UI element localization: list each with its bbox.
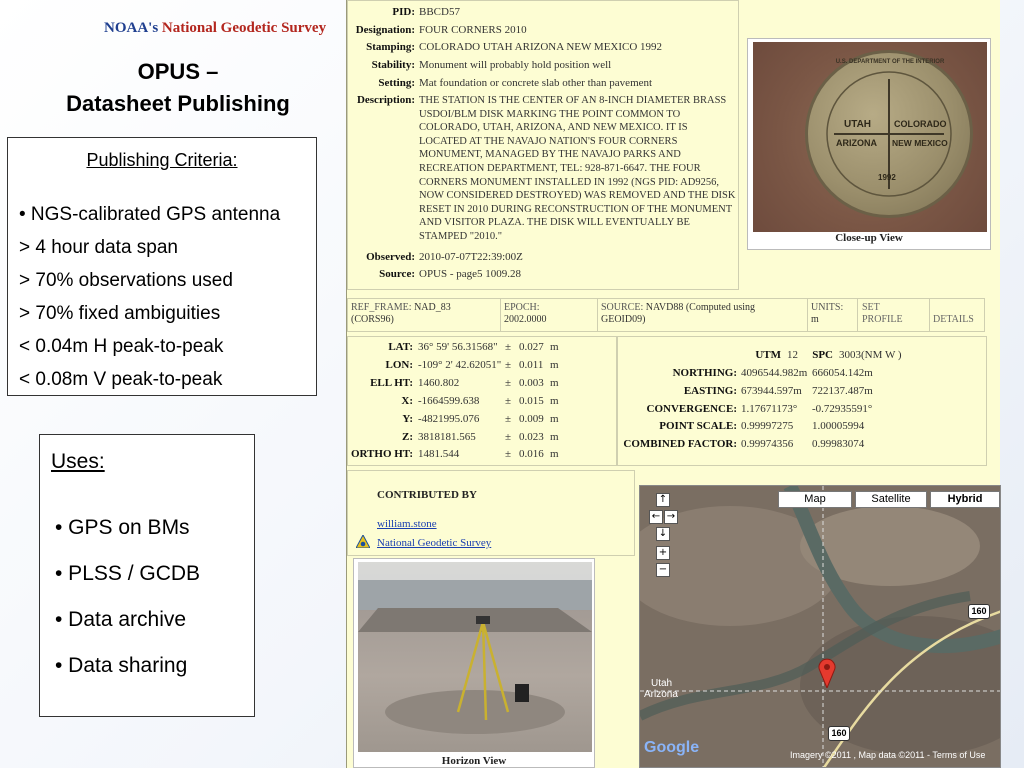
coord-pm: ± <box>505 359 512 371</box>
disk-label-colorado: COLORADO <box>894 119 947 129</box>
utm-zone: 12 <box>787 349 798 361</box>
coord-value-z: 3818181.565 <box>418 431 476 443</box>
uses-item: • Data archive <box>55 608 187 631</box>
coord-pm: ± <box>505 341 512 353</box>
slide-title-line2: Datasheet Publishing <box>66 91 290 116</box>
coord-label-ell-ht: ELL HT: <box>370 377 413 389</box>
map-attribution[interactable]: Imagery ©2011 , Map data ©2011 - Terms of Use <box>790 750 986 760</box>
set-profile-line1: SET <box>862 302 880 313</box>
ref-frame-cell <box>351 302 451 326</box>
set-profile-line2: PROFILE <box>862 314 903 325</box>
coord-pm: ± <box>505 413 512 425</box>
pid-value: BBCD57 <box>419 6 460 18</box>
coord-error-lon: 0.011 <box>519 359 544 371</box>
logo-prefix: NOAA's <box>104 20 159 36</box>
pan-down-icon[interactable]: ↓ <box>656 527 670 541</box>
zoom-in-icon[interactable]: + <box>656 546 670 560</box>
gps-receiver <box>515 684 529 702</box>
description-label: Description: <box>356 94 415 106</box>
disk-label-new-mexico: NEW MEXICO <box>892 138 948 148</box>
header-divider <box>597 298 598 332</box>
epoch-label: EPOCH: <box>504 302 540 313</box>
utm-label: UTM <box>755 349 781 361</box>
publishing-criteria-box <box>7 137 317 396</box>
criteria-list <box>19 198 280 396</box>
coord-value-lon: -109° 2' 42.62051" <box>418 359 502 371</box>
combined-factor-spc: 0.99983074 <box>812 438 865 450</box>
pan-up-icon[interactable]: ↑ <box>656 493 670 507</box>
coord-label-lat: LAT: <box>388 341 413 353</box>
vertical-source-cell <box>601 302 755 326</box>
details-link[interactable]: DETAILS <box>933 314 974 325</box>
coord-value-x: -1664599.638 <box>418 395 480 407</box>
road-shield-160: 160 <box>828 726 850 741</box>
coord-error-y: 0.009 <box>519 413 544 425</box>
noaa-logo <box>104 20 326 37</box>
location-marker-icon[interactable] <box>818 658 836 688</box>
coord-pm: ± <box>505 377 512 389</box>
closeup-caption: Close-up View <box>835 232 903 244</box>
coord-error-x: 0.015 <box>519 395 544 407</box>
spc-label: SPC <box>812 349 833 361</box>
coord-pm: ± <box>505 431 512 443</box>
horizon-scene <box>358 562 592 752</box>
plaza-ring <box>385 690 565 734</box>
easting-label: EASTING: <box>683 385 737 397</box>
easting-spc: 722137.487m <box>812 385 873 397</box>
header-divider <box>857 298 858 332</box>
gps-antenna <box>476 616 490 624</box>
disk-label-year: 1992 <box>878 173 896 182</box>
coord-unit: m <box>550 413 559 425</box>
satellite-map[interactable] <box>639 485 1001 768</box>
stability-value: Monument will probably hold position well <box>419 59 612 71</box>
criteria-item: > 70% observations used <box>19 270 233 291</box>
criteria-heading: Publishing Criteria: <box>86 150 238 170</box>
plaza-wall <box>358 608 592 632</box>
distant-hills <box>358 580 592 610</box>
datasheet-panel <box>346 0 1000 768</box>
units-cell[interactable] <box>811 302 843 326</box>
designation-label: Designation: <box>355 24 415 36</box>
coord-value-y: -4821995.076 <box>418 413 480 425</box>
header-divider <box>929 298 930 332</box>
uses-box <box>39 434 255 717</box>
coord-value-lat: 36° 59' 56.31568" <box>418 341 498 353</box>
coord-unit: m <box>550 448 559 460</box>
coord-error-z: 0.023 <box>519 431 544 443</box>
point-scale-utm: 0.99997275 <box>741 420 794 432</box>
criteria-item: > 4 hour data span <box>19 237 178 258</box>
northing-spc: 666054.142m <box>812 367 873 379</box>
uses-item: • Data sharing <box>55 654 188 677</box>
uses-item: • GPS on BMs <box>55 516 190 539</box>
source-value: OPUS - page5 1009.28 <box>419 268 522 280</box>
uses-heading: Uses: <box>51 450 105 473</box>
observed-label: Observed: <box>366 251 415 263</box>
vertical-source-label: SOURCE: <box>601 302 644 313</box>
coord-error-ell-ht: 0.003 <box>519 377 544 389</box>
stamping-label: Stamping: <box>366 41 415 53</box>
units-label: UNITS: <box>811 302 844 313</box>
point-scale-label: POINT SCALE: <box>659 420 737 432</box>
uses-list <box>55 505 200 689</box>
description-value: THE STATION IS THE CENTER OF AN 8-INCH DIAMETER BRASS USDOI/BLM DISK MARKING THE POINT COMMON TO COLORADO, UTAH, ARIZONA, AND NEW MEXICO. IT IS LOCATED AT THE NAVAJO NATION'S FOUR CORNERS MONUMENT, MANAGED BY THE NAVAJO PARKS AND RECREATION DEPARTMENT, TEL: 928-871-6647. THE FOUR CORNERS MONUMENT INSTALLED IN 1992 (NGS PID: AD9256, NOW CONSIDERED DESTROYED) WAS REMOVED AND THE DISK RESET IN 2010 DURING RECONSTRUCTION OF THE MONUMENT AND VISITOR PLAZA. THE DISK WILL EVENTUALLY BE STAMPED "2010." <box>419 95 736 242</box>
slide-title <box>20 56 336 120</box>
coord-label-y: Y: <box>402 413 413 425</box>
logo-name: National Geodetic Survey <box>161 20 327 36</box>
map-type-satellite-button[interactable]: Satellite <box>855 491 927 508</box>
horizon-photo-frame <box>353 558 595 768</box>
northing-utm: 4096544.982m <box>741 367 808 379</box>
criteria-item: < 0.04m H peak-to-peak <box>19 336 224 357</box>
easting-utm: 673944.597m <box>741 385 802 397</box>
map-type-map-button[interactable]: Map <box>778 491 852 508</box>
survey-disk <box>805 50 973 218</box>
spc-zone: 3003(NM W ) <box>839 349 902 361</box>
contributor-link[interactable]: william.stone <box>377 518 437 530</box>
ref-frame-value: NAD_83 <box>414 302 451 313</box>
designation-value: FOUR CORNERS 2010 <box>419 24 527 36</box>
coord-error-lat: 0.027 <box>519 341 544 353</box>
point-scale-spc: 1.00005994 <box>812 420 865 432</box>
uses-item: • PLSS / GCDB <box>55 562 201 585</box>
disk-engraving <box>808 53 970 215</box>
coord-label-z: Z: <box>402 431 413 443</box>
coord-label-x: X: <box>401 395 413 407</box>
header-divider <box>500 298 501 332</box>
contributed-heading: CONTRIBUTED BY <box>377 489 477 501</box>
disk-label-arizona: ARIZONA <box>836 138 877 148</box>
pan-right-icon[interactable]: → <box>664 510 678 524</box>
google-logo: Google <box>644 739 700 756</box>
criteria-item: • NGS-calibrated GPS antenna <box>19 204 281 225</box>
units-value: m <box>811 314 819 325</box>
combined-factor-utm: 0.99974356 <box>741 438 794 450</box>
coord-unit: m <box>550 431 559 443</box>
ref-frame-label: REF_FRAME: <box>351 302 412 313</box>
setting-value: Mat foundation or concrete slab other than pavement <box>419 77 653 89</box>
source-label: Source: <box>379 268 415 280</box>
coord-unit: m <box>550 359 559 371</box>
coord-unit: m <box>550 341 559 353</box>
vertical-source-sub: GEOID09) <box>601 314 646 325</box>
northing-label: NORTHING: <box>672 367 737 379</box>
coord-unit: m <box>550 377 559 389</box>
coord-pm: ± <box>505 395 512 407</box>
map-label-arizona: Arizona <box>644 689 678 700</box>
coord-value-ortho-ht: 1481.544 <box>418 448 460 460</box>
horizon-caption: Horizon View <box>441 755 507 767</box>
ref-frame-sub: (CORS96) <box>351 314 394 325</box>
stability-label: Stability: <box>371 59 415 71</box>
vertical-source-value: NAVD88 (Computed using <box>645 302 755 313</box>
disk-label-utah: UTAH <box>844 119 872 130</box>
coord-value-ell-ht: 1460.802 <box>418 377 460 389</box>
convergence-spc: -0.72935591° <box>812 403 873 415</box>
horizon-photo[interactable] <box>358 562 592 752</box>
observed-value: 2010-07-07T22:39:00Z <box>419 251 523 263</box>
disk-ring-text: U.S. DEPARTMENT OF THE INTERIOR <box>835 59 945 65</box>
map-label-utah: Utah <box>651 678 673 689</box>
setting-label: Setting: <box>378 77 415 89</box>
header-divider <box>807 298 808 332</box>
convergence-utm: 1.17671173° <box>741 403 798 415</box>
pan-left-icon[interactable]: ← <box>649 510 663 524</box>
convergence-label: CONVERGENCE: <box>646 403 737 415</box>
closeup-photo[interactable] <box>753 42 987 232</box>
stamping-value: COLORADO UTAH ARIZONA NEW MEXICO 1992 <box>419 41 663 53</box>
closeup-photo-frame <box>747 38 991 250</box>
map-type-hybrid-button[interactable]: Hybrid <box>930 491 1000 508</box>
road-shield-160: 160 <box>968 604 990 619</box>
coord-unit: m <box>550 395 559 407</box>
criteria-item: > 70% fixed ambiguities <box>19 303 221 324</box>
epoch-cell <box>504 302 547 326</box>
coord-label-ortho-ht: ORTHO HT: <box>350 448 413 460</box>
ngs-logo-icon <box>356 535 370 548</box>
combined-factor-label: COMBINED FACTOR: <box>623 438 737 450</box>
map-imagery <box>640 486 1001 768</box>
set-profile-link[interactable] <box>862 302 903 326</box>
zoom-out-icon[interactable]: − <box>656 563 670 577</box>
ngs-org-link[interactable]: National Geodetic Survey <box>377 537 492 549</box>
epoch-value: 2002.0000 <box>504 314 547 325</box>
coord-pm: ± <box>505 448 512 460</box>
coord-error-ortho-ht: 0.016 <box>519 448 544 460</box>
pid-label: PID: <box>392 6 415 18</box>
coord-label-lon: LON: <box>385 359 413 371</box>
slide-title-line1: OPUS – <box>137 59 219 84</box>
criteria-item: < 0.08m V peak-to-peak <box>19 369 223 390</box>
